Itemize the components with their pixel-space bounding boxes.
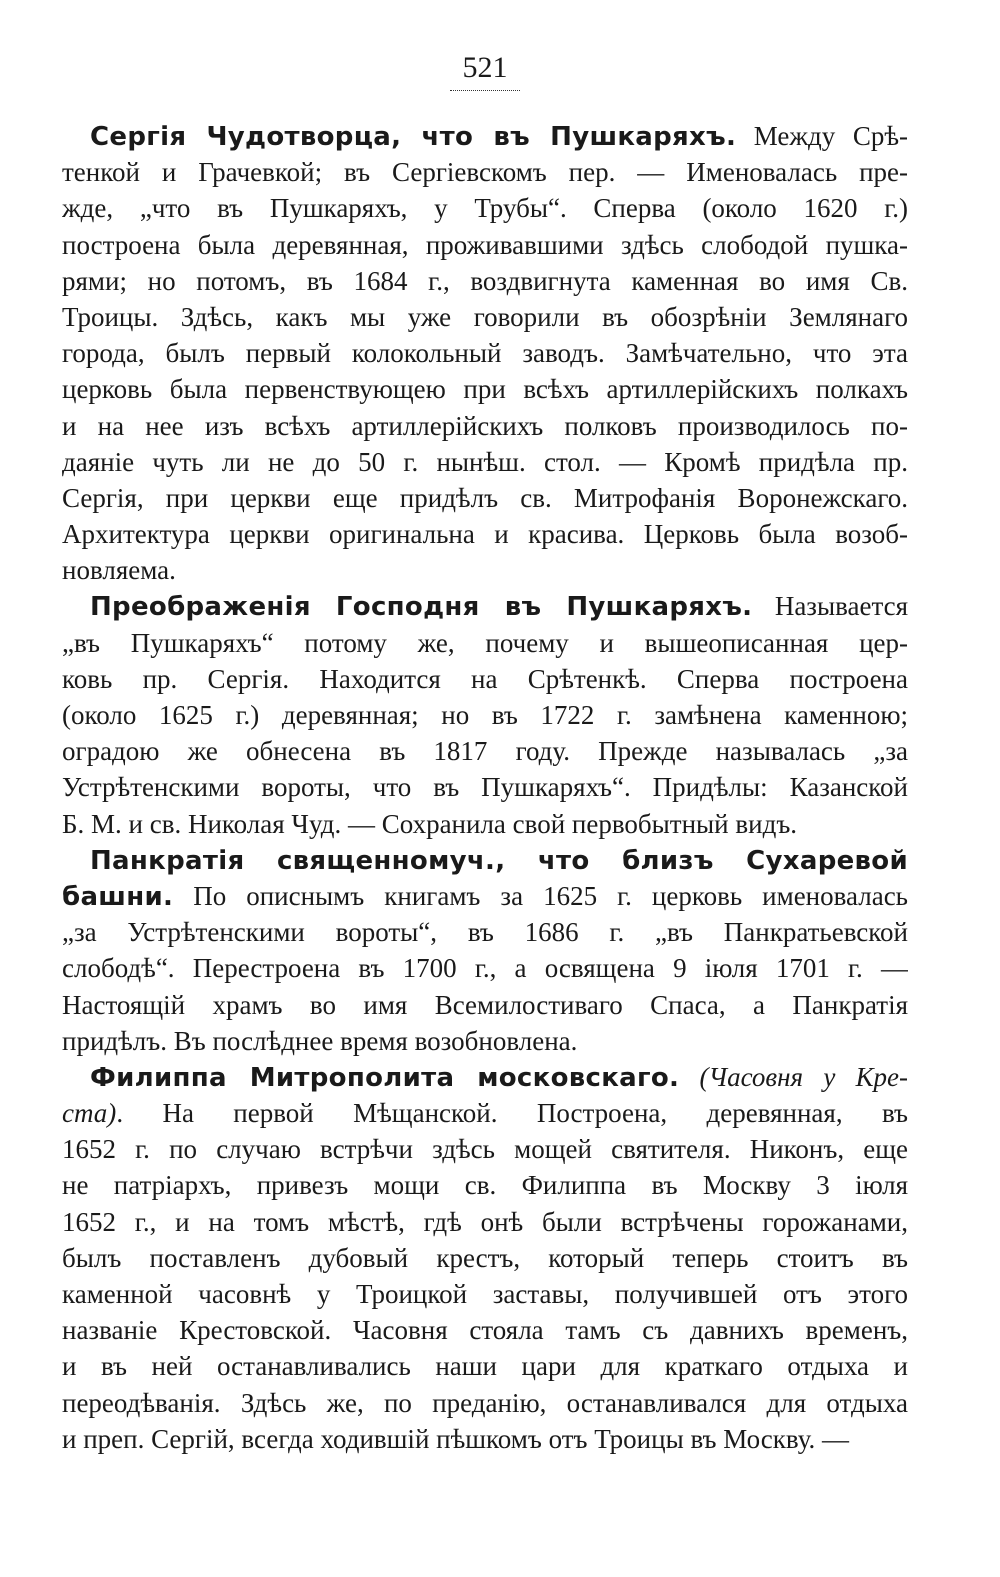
text-line xyxy=(62,733,908,769)
text-segment: Архитектура церкви оригинальна и красива. Церковь была возоб- xyxy=(62,519,908,550)
text-line xyxy=(62,1131,908,1167)
text-segment: Б. М. и св. Николая Чуд. — Сохранила свой первобытный видъ. xyxy=(62,808,798,839)
text-line xyxy=(62,987,908,1023)
entry-3 xyxy=(62,842,908,1059)
text-line xyxy=(62,335,908,371)
italic-note: ста) xyxy=(62,1098,117,1129)
text-segment: даяніе чуть ли не до 50 г. нынѣш. стол. — Кромѣ придѣла пр. xyxy=(62,446,908,477)
text-line xyxy=(62,1348,908,1384)
text-line xyxy=(62,625,908,661)
text-segment: былъ поставленъ дубовый крестъ, который теперь стоитъ въ xyxy=(62,1242,908,1273)
text-line xyxy=(62,1204,908,1240)
text-segment: Сергія, при церкви еще придѣлъ св. Митрофанія Воронежскаго. xyxy=(62,482,908,513)
text-line xyxy=(62,588,908,624)
text-segment xyxy=(679,1062,699,1092)
text-segment: новляема. xyxy=(62,555,176,586)
text-segment: . На первой Мѣщанской. Построена, деревянная, въ xyxy=(116,1098,908,1129)
book-page xyxy=(62,0,908,1577)
text-line xyxy=(62,552,908,588)
text-segment: рями; но потомъ, въ 1684 г., воздвигнута каменная во имя Св. xyxy=(62,265,908,296)
text-segment: 1652 г., и на томъ мѣстѣ, гдѣ онѣ были встрѣчены горожанами, xyxy=(62,1206,908,1237)
text-segment: тенкой и Грачевкой; въ Сергіевскомъ пер. — Именовалась пре- xyxy=(62,157,908,188)
text-segment: оградою же обнесена въ 1817 году. Прежде называлась „за xyxy=(62,736,908,767)
text-segment: Троицы. Здѣсь, какъ мы уже говорили въ обозрѣніи Землянаго xyxy=(62,301,908,332)
text-segment: названіе Крестовской. Часовня стояла тамъ съ давнихъ временъ, xyxy=(62,1315,908,1346)
text-segment: и въ ней останавливались наши цари для краткаго отдыха и xyxy=(62,1351,908,1382)
text-line xyxy=(62,1421,908,1457)
entry-heading: Панкратія священномуч., что близъ Сухаревой xyxy=(90,845,908,876)
italic-note: (Часовня у Кре- xyxy=(699,1061,908,1092)
text-segment: „въ Пушкаряхъ“ потому же, почему и вышеописанная цер- xyxy=(62,627,908,658)
text-line xyxy=(62,516,908,552)
text-segment: переодѣванія. Здѣсь же, по преданію, останавливался для отдыха xyxy=(62,1387,908,1418)
text-line xyxy=(62,697,908,733)
text-line xyxy=(62,950,908,986)
text-line xyxy=(62,806,908,842)
text-segment: и преп. Сергій, всегда ходившій пѣшкомъ отъ Троицы въ Москву. — xyxy=(62,1423,849,1454)
text-line xyxy=(62,480,908,516)
entry-4 xyxy=(62,1059,908,1457)
entry-heading: башни. xyxy=(62,881,174,912)
text-segment: и на нее изъ всѣхъ артиллерійскихъ полковъ производилось по- xyxy=(62,410,908,441)
text-line xyxy=(62,878,908,914)
text-line xyxy=(62,154,908,190)
text-segment: „за Устрѣтенскими вороты“, въ 1686 г. „въ Панкратьевской xyxy=(62,917,908,948)
text-line xyxy=(62,914,908,950)
text-segment: Настоящій храмъ во имя Всемилостиваго Спаса, а Панкратія xyxy=(62,989,908,1020)
text-segment: города, былъ первый колокольный заводъ. Замѣчательно, что эта xyxy=(62,338,908,369)
page-number-rule xyxy=(450,90,520,91)
text-line xyxy=(62,227,908,263)
page-number: 521 xyxy=(462,51,508,84)
entry-heading: Преображенія Господня въ Пушкаряхъ. xyxy=(90,592,753,623)
text-segment: 1652 г. по случаю встрѣчи здѣсь мощей святителя. Никонъ, еще xyxy=(62,1134,908,1165)
entry-heading: Сергія Чудотворца, что въ Пушкаряхъ. xyxy=(90,122,737,152)
text-line xyxy=(62,1276,908,1312)
text-segment: ковь пр. Сергія. Находится на Срѣтенкѣ. Сперва построена xyxy=(62,663,908,694)
text-segment: Называется xyxy=(752,591,908,622)
text-segment: слободѣ“. Перестроена въ 1700 г., а освящена 9 іюля 1701 г. — xyxy=(62,953,908,984)
text-segment: Между Срѣ- xyxy=(736,121,908,151)
text-line xyxy=(62,408,908,444)
text-segment: построена была деревянная, проживавшими здѣсь слободой пушка- xyxy=(62,229,908,260)
page-text xyxy=(62,118,908,1457)
text-line xyxy=(62,842,908,878)
text-segment: жде, „что въ Пушкаряхъ, у Трубы“. Сперва (около 1620 г.) xyxy=(62,193,908,224)
entry-heading: Филиппа Митрополита московскаго. xyxy=(90,1062,680,1093)
text-line xyxy=(62,1167,908,1203)
text-segment: церковь была первенствующею при всѣхъ артиллерійскихъ полкахъ xyxy=(62,374,908,405)
text-line xyxy=(62,1059,908,1095)
text-segment: Устрѣтенскими вороты, что въ Пушкаряхъ“. Придѣлы: Казанской xyxy=(62,772,908,803)
text-segment: По описнымъ книгамъ за 1625 г. церковь именовалась xyxy=(173,880,908,911)
text-line xyxy=(62,444,908,480)
text-line xyxy=(62,1095,908,1131)
text-line xyxy=(62,1240,908,1276)
entry-2 xyxy=(62,588,908,841)
text-line xyxy=(62,299,908,335)
entry-1 xyxy=(62,118,908,588)
text-line xyxy=(62,263,908,299)
text-line xyxy=(62,190,908,226)
text-line xyxy=(62,1385,908,1421)
text-segment: не патріархъ, привезъ мощи св. Филиппа въ Москву 3 іюля xyxy=(62,1170,908,1201)
text-line xyxy=(62,1312,908,1348)
text-line xyxy=(62,371,908,407)
text-segment: каменной часовнѣ у Троицкой заставы, получившей отъ этого xyxy=(62,1279,908,1309)
text-line xyxy=(62,769,908,805)
text-line xyxy=(62,118,908,154)
text-segment: (около 1625 г.) деревянная; но въ 1722 г. замѣнена каменною; xyxy=(62,700,908,730)
text-line xyxy=(62,1023,908,1059)
text-segment: придѣлъ. Въ послѣднее время возобновлена. xyxy=(62,1025,578,1056)
text-line xyxy=(62,661,908,697)
